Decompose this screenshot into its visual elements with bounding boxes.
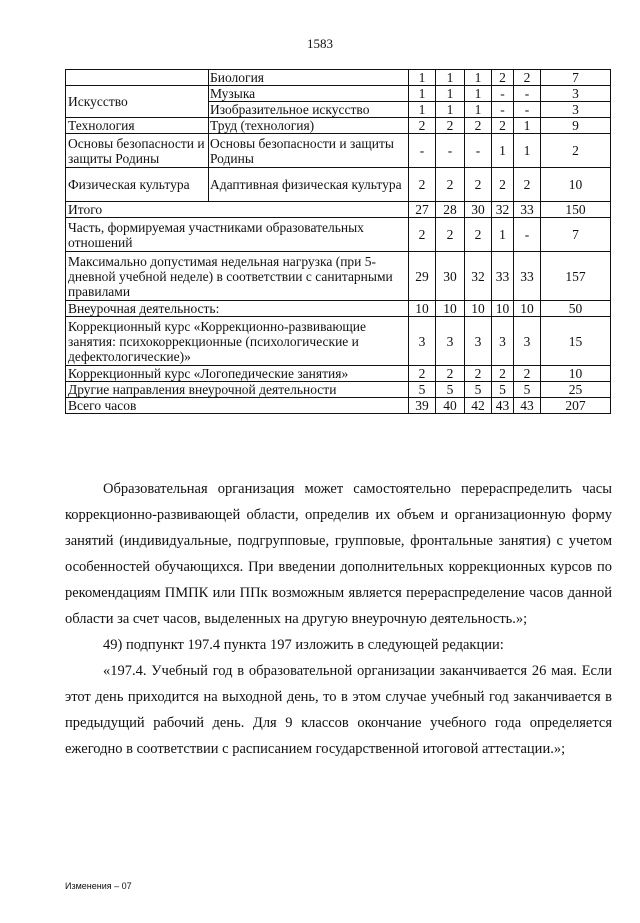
total-cell: 2	[541, 134, 611, 168]
grade-cell: 29	[409, 252, 436, 301]
grade-cell: 1	[514, 134, 541, 168]
grade-cell: -	[492, 86, 514, 102]
total-cell: 10	[541, 366, 611, 382]
grade-cell: 1	[436, 102, 465, 118]
subject-cell: Биология	[209, 70, 409, 86]
grade-cell: 2	[514, 168, 541, 202]
table-row	[66, 218, 611, 252]
grade-cell: 40	[436, 398, 465, 414]
grade-cell: 1	[409, 102, 436, 118]
grade-cell: 33	[514, 202, 541, 218]
footer-note: Изменения – 07	[65, 881, 132, 891]
grade-cell: 3	[514, 317, 541, 366]
table-row	[66, 86, 611, 102]
grade-cell: 1	[492, 134, 514, 168]
grade-cell: 2	[436, 168, 465, 202]
grade-cell: 2	[465, 366, 492, 382]
grade-cell: 33	[514, 252, 541, 301]
grade-cell: 1	[409, 70, 436, 86]
subject-cell: Адаптивная физическая культура	[209, 168, 409, 202]
grade-cell: 43	[514, 398, 541, 414]
grade-cell: 5	[465, 382, 492, 398]
grade-cell: 2	[436, 366, 465, 382]
total-cell: 9	[541, 118, 611, 134]
grade-cell: 2	[514, 366, 541, 382]
grade-cell: 43	[492, 398, 514, 414]
grade-cell: 30	[436, 252, 465, 301]
total-cell: 15	[541, 317, 611, 366]
area-cell	[66, 70, 209, 86]
table-row	[66, 398, 611, 414]
grade-cell: 39	[409, 398, 436, 414]
grade-cell: 2	[492, 70, 514, 86]
area-cell: Физическая культура	[66, 168, 209, 202]
grade-cell: -	[492, 102, 514, 118]
grade-cell: -	[436, 134, 465, 168]
grade-cell: 10	[436, 301, 465, 317]
paragraph: 49) подпункт 197.4 пункта 197 изложить в следующей редакции:	[103, 637, 504, 653]
row-label: Коррекционный курс «Коррекционно-развивающие занятия: психокоррекционные (психологические и дефектологические)»	[66, 317, 409, 366]
grade-cell: 10	[514, 301, 541, 317]
area-cell: Основы безопасности и защиты Родины	[66, 134, 209, 168]
grade-cell: 33	[492, 252, 514, 301]
table-row	[66, 168, 611, 202]
page-number: 1583	[307, 36, 333, 51]
total-cell: 7	[541, 218, 611, 252]
table-row	[66, 134, 611, 168]
grade-cell: 5	[409, 382, 436, 398]
grade-cell: 3	[492, 317, 514, 366]
row-label: Часть, формируемая участниками образовательных отношений	[66, 218, 409, 252]
row-label: Всего часов	[66, 398, 409, 414]
grade-cell: 27	[409, 202, 436, 218]
table-row	[66, 317, 611, 366]
total-cell: 7	[541, 70, 611, 86]
total-cell: 10	[541, 168, 611, 202]
grade-cell: 3	[465, 317, 492, 366]
grade-cell: 28	[436, 202, 465, 218]
row-label: Итого	[66, 202, 409, 218]
grade-cell: 1	[465, 102, 492, 118]
grade-cell: 2	[492, 168, 514, 202]
grade-cell: 1	[514, 118, 541, 134]
body-text	[65, 476, 612, 762]
grade-cell: 1	[436, 86, 465, 102]
row-label: Другие направления внеурочной деятельности	[66, 382, 409, 398]
grade-cell: 10	[492, 301, 514, 317]
subject-cell: Музыка	[209, 86, 409, 102]
grade-cell: 1	[436, 70, 465, 86]
grade-cell: 2	[436, 218, 465, 252]
total-cell: 50	[541, 301, 611, 317]
row-label: Максимально допустимая недельная нагрузка (при 5-дневной учебной неделе) в соответствии с санитарными правилами	[66, 252, 409, 301]
grade-cell: -	[465, 134, 492, 168]
subject-cell: Изобразительное искусство	[209, 102, 409, 118]
grade-cell: 2	[409, 218, 436, 252]
grade-cell: 2	[409, 168, 436, 202]
table-row	[66, 301, 611, 317]
grade-cell: 1	[465, 70, 492, 86]
total-cell: 150	[541, 202, 611, 218]
grade-cell: 1	[492, 218, 514, 252]
table-row	[66, 202, 611, 218]
grade-cell: 3	[436, 317, 465, 366]
total-cell: 157	[541, 252, 611, 301]
grade-cell: 5	[436, 382, 465, 398]
grade-cell: 2	[492, 366, 514, 382]
area-cell: Искусство	[66, 86, 209, 118]
curriculum-table	[65, 69, 611, 414]
grade-cell: -	[514, 86, 541, 102]
grade-cell: -	[514, 218, 541, 252]
grade-cell: -	[409, 134, 436, 168]
grade-cell: 3	[409, 317, 436, 366]
table-row	[66, 382, 611, 398]
grade-cell: 1	[465, 86, 492, 102]
subject-cell: Труд (технология)	[209, 118, 409, 134]
grade-cell: 10	[465, 301, 492, 317]
grade-cell: 2	[436, 118, 465, 134]
grade-cell: 1	[409, 86, 436, 102]
grade-cell: 2	[465, 118, 492, 134]
table-row	[66, 70, 611, 86]
grade-cell: 32	[465, 252, 492, 301]
grade-cell: 2	[465, 218, 492, 252]
grade-cell: 2	[514, 70, 541, 86]
table-row	[66, 118, 611, 134]
grade-cell: 2	[409, 118, 436, 134]
total-cell: 207	[541, 398, 611, 414]
area-cell: Технология	[66, 118, 209, 134]
row-label: Коррекционный курс «Логопедические занятия»	[66, 366, 409, 382]
table-row	[66, 252, 611, 301]
grade-cell: 10	[409, 301, 436, 317]
total-cell: 25	[541, 382, 611, 398]
grade-cell: 42	[465, 398, 492, 414]
subject-cell: Основы безопасности и защиты Родины	[209, 134, 409, 168]
grade-cell: 32	[492, 202, 514, 218]
grade-cell: 5	[492, 382, 514, 398]
grade-cell: 2	[409, 366, 436, 382]
paragraph: Образовательная организация может самостоятельно перераспределить часы коррекционно-развивающей области, определив их объем и организационную форму занятий (индивидуальные, подгрупповые, групповые, фронтальные занятия) с учетом особенностей обучающихся. При введении дополнительных коррекционных курсов по рекомендациям ПМПК или ППк возможным является перераспределение часов данной области за счет часов, выделенных на другую внеурочную деятельность.»;	[65, 481, 612, 627]
grade-cell: 30	[465, 202, 492, 218]
row-label: Внеурочная деятельность:	[66, 301, 409, 317]
grade-cell: 2	[465, 168, 492, 202]
table-row	[66, 366, 611, 382]
paragraph: «197.4. Учебный год в образовательной организации заканчивается 26 мая. Если этот день приходится на выходной день, то в этом случае учебный год заканчивается в предыдущий рабочий день. Для 9 классов окончание учебного года определяется ежегодно в соответствии с расписанием государственной итоговой аттестации.»;	[65, 663, 612, 757]
grade-cell: 2	[492, 118, 514, 134]
grade-cell: 5	[514, 382, 541, 398]
grade-cell: -	[514, 102, 541, 118]
total-cell: 3	[541, 102, 611, 118]
total-cell: 3	[541, 86, 611, 102]
